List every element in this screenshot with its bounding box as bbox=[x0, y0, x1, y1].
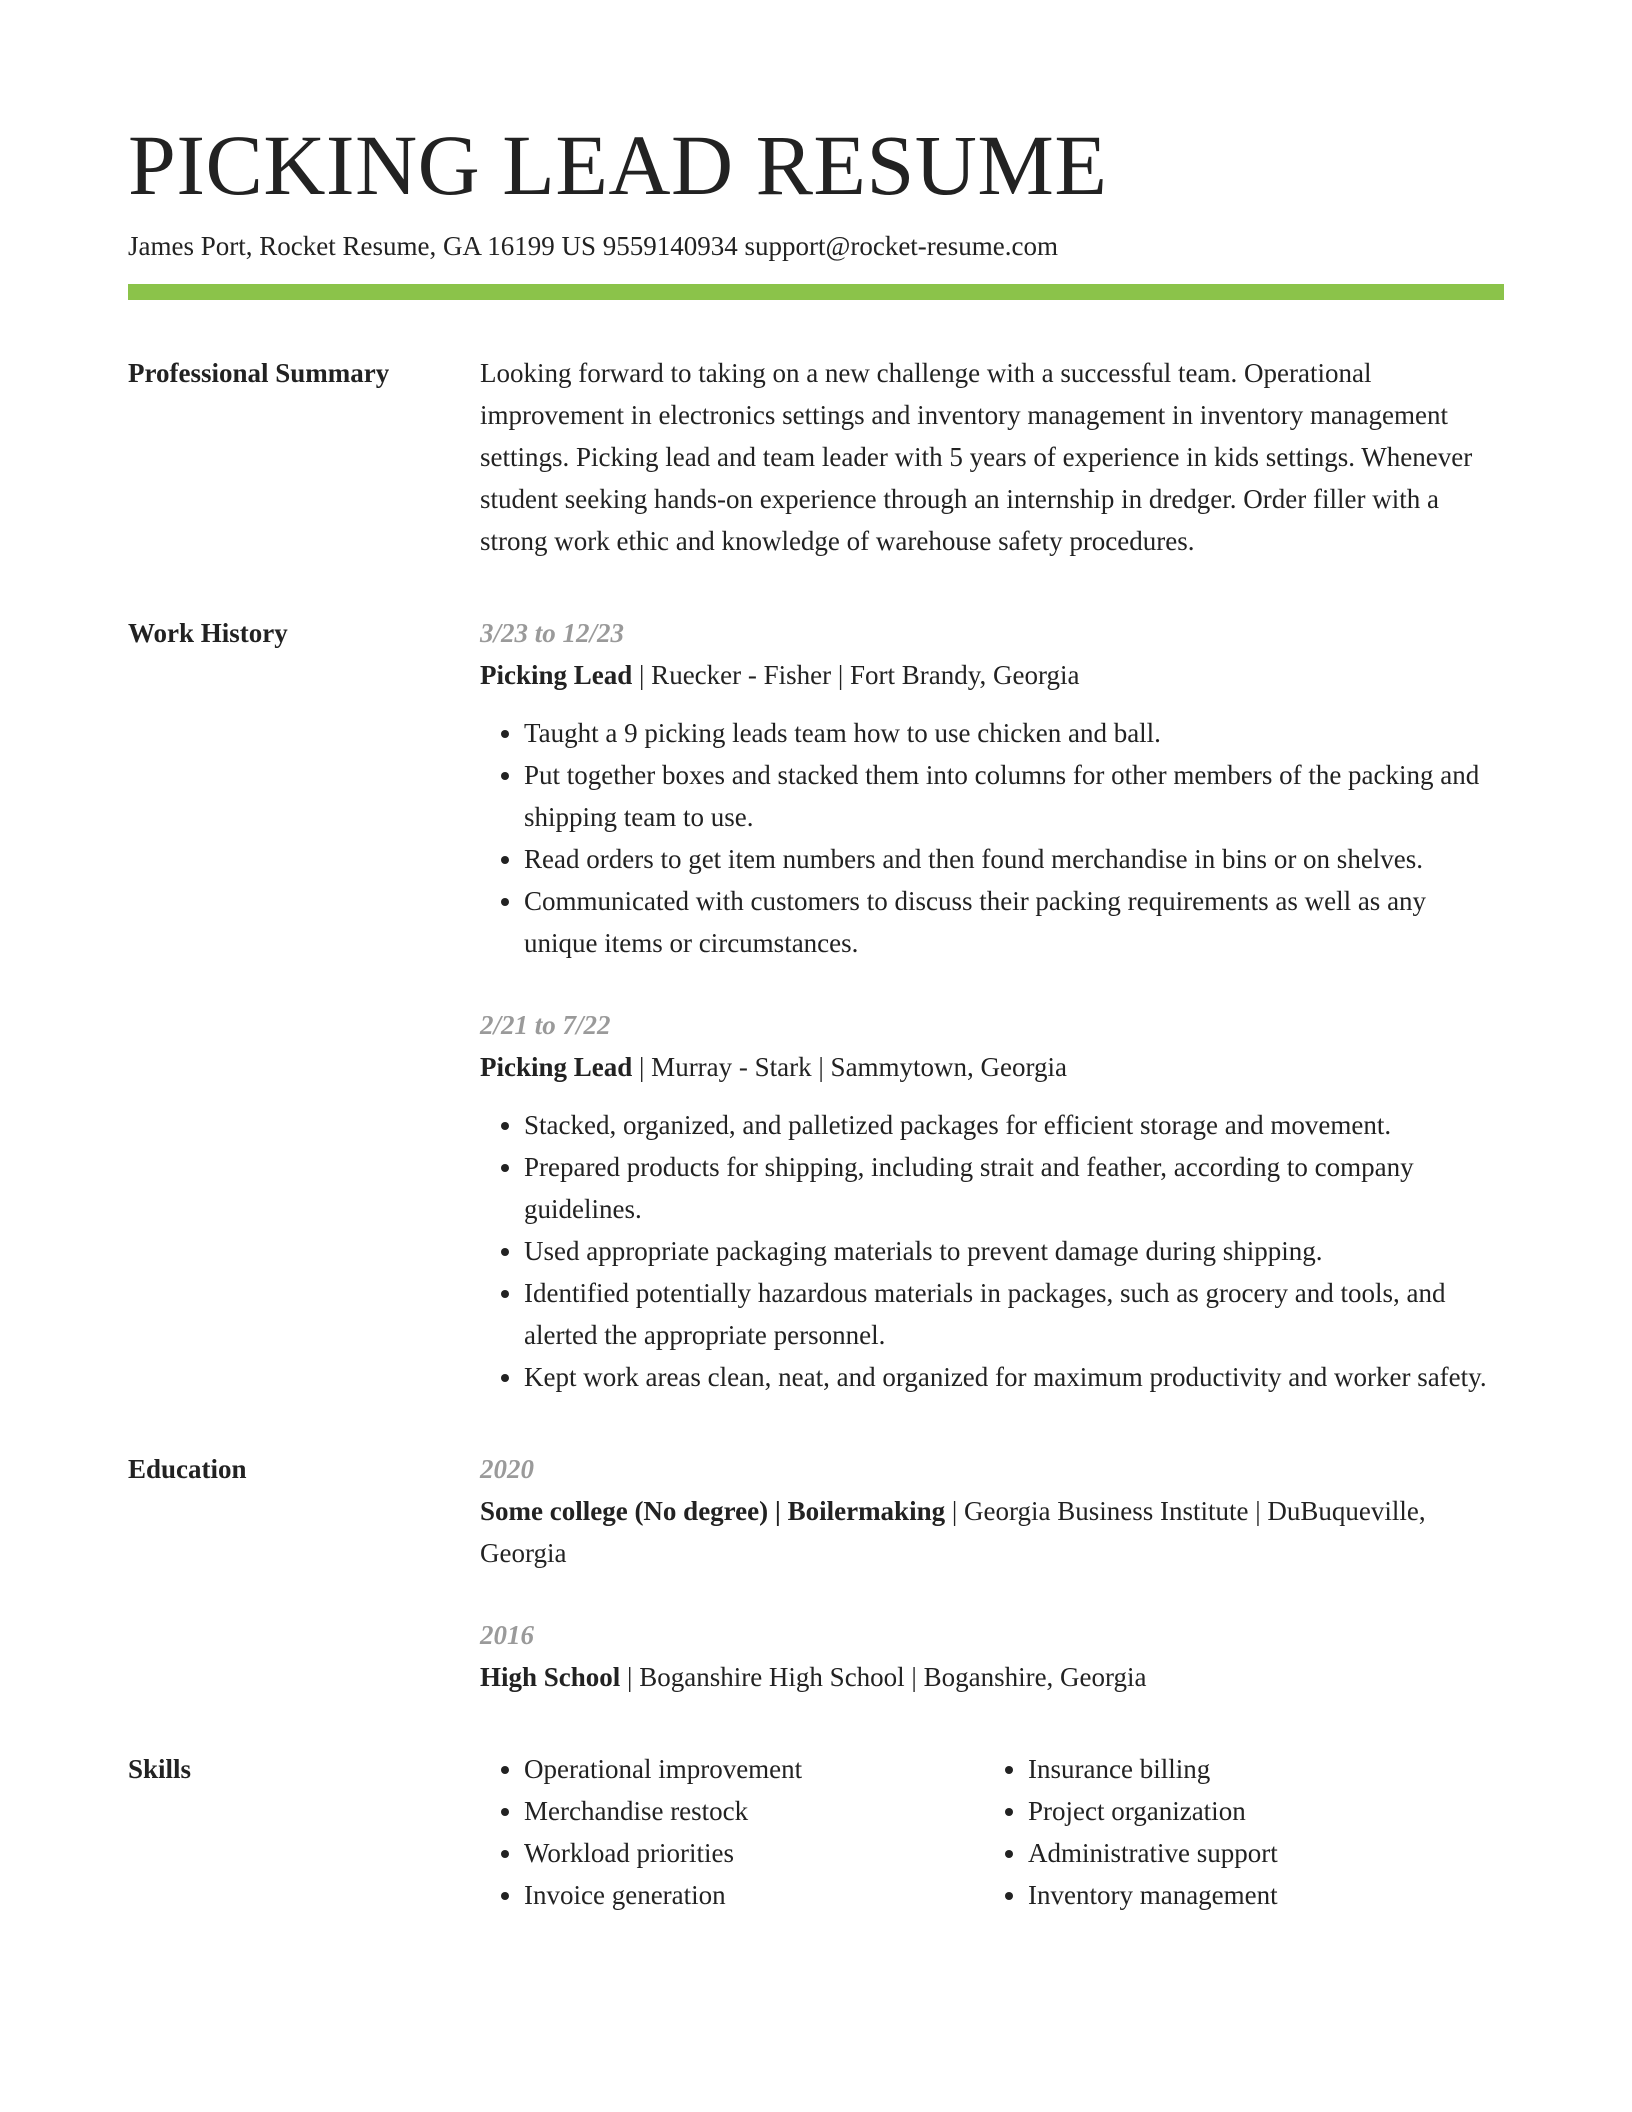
accent-divider bbox=[128, 284, 1504, 300]
education-details: | Georgia Business Institute | DuBuqueville, Georgia bbox=[480, 1495, 1426, 1568]
job-role-line bbox=[480, 1046, 1504, 1088]
job-details: | Ruecker - Fisher | Fort Brandy, Georgia bbox=[632, 659, 1080, 690]
skill-item: • Project organization bbox=[1028, 1790, 1488, 1832]
job-bullet: • Prepared products for shipping, including strait and feather, according to company guidelines. bbox=[524, 1146, 1504, 1230]
resume-title: PICKING LEAD RESUME bbox=[128, 117, 1108, 213]
job-bullet: • Taught a 9 picking leads team how to use chicken and ball. bbox=[524, 712, 1504, 754]
education-section bbox=[128, 1448, 1504, 1698]
education-title: High School bbox=[480, 1661, 621, 1692]
education-entry bbox=[480, 1614, 1504, 1698]
job-bullets bbox=[480, 712, 1504, 964]
job-bullet: • Used appropriate packaging materials to prevent damage during shipping. bbox=[524, 1230, 1504, 1272]
job-date: 2/21 to 7/22 bbox=[480, 1009, 611, 1040]
skill-item: • Operational improvement bbox=[524, 1748, 984, 1790]
skills-list-right bbox=[984, 1748, 1488, 1916]
skills-section bbox=[128, 1748, 1504, 1916]
skill-item: • Insurance billing bbox=[1028, 1748, 1488, 1790]
work-history-label: Work History bbox=[128, 617, 288, 648]
education-title: Some college (No degree) | Boilermaking bbox=[480, 1495, 946, 1526]
education-date: 2020 bbox=[480, 1453, 534, 1484]
skill-item: • Merchandise restock bbox=[524, 1790, 984, 1832]
education-line bbox=[480, 1490, 1504, 1574]
education-label: Education bbox=[128, 1453, 247, 1484]
skills-label: Skills bbox=[128, 1753, 192, 1784]
skills-list-left bbox=[480, 1748, 984, 1916]
education-details: | Boganshire High School | Boganshire, Georgia bbox=[620, 1661, 1147, 1692]
job-bullet: • Put together boxes and stacked them into columns for other members of the packing and shipping team to use. bbox=[524, 754, 1504, 838]
job-bullet: • Communicated with customers to discuss their packing requirements as well as any unique items or circumstances. bbox=[524, 880, 1504, 964]
job-bullet: • Identified potentially hazardous materials in packages, such as grocery and tools, and alerted the appropriate personnel. bbox=[524, 1272, 1504, 1356]
education-date: 2016 bbox=[480, 1619, 534, 1650]
job-title: Picking Lead bbox=[480, 1051, 633, 1082]
job-bullets bbox=[480, 1104, 1504, 1398]
job-bullet: • Stacked, organized, and palletized packages for efficient storage and movement. bbox=[524, 1104, 1504, 1146]
job-details: | Murray - Stark | Sammytown, Georgia bbox=[632, 1051, 1068, 1082]
resume-page bbox=[128, 118, 1504, 1916]
skill-item: • Workload priorities bbox=[524, 1832, 984, 1874]
job-entry bbox=[480, 612, 1504, 964]
contact-line: James Port, Rocket Resume, GA 16199 US 9559140934 support@rocket-resume.com bbox=[128, 230, 1058, 261]
work-history-section bbox=[128, 612, 1504, 1398]
skill-item: • Invoice generation bbox=[524, 1874, 984, 1916]
job-role-line bbox=[480, 654, 1504, 696]
skill-item: • Inventory management bbox=[1028, 1874, 1488, 1916]
education-entry bbox=[480, 1448, 1504, 1574]
education-line bbox=[480, 1656, 1504, 1698]
job-bullet: • Read orders to get item numbers and then found merchandise in bins or on shelves. bbox=[524, 838, 1504, 880]
job-entry bbox=[480, 1004, 1504, 1398]
skill-item: • Administrative support bbox=[1028, 1832, 1488, 1874]
job-bullet: • Kept work areas clean, neat, and organized for maximum productivity and worker safety. bbox=[524, 1356, 1504, 1398]
skills-columns bbox=[480, 1748, 1504, 1916]
job-date: 3/23 to 12/23 bbox=[480, 617, 625, 648]
summary-text: Looking forward to taking on a new challenge with a successful team. Operational improvement in electronics settings and inventory management in inventory management settings. Picking lead and team leader with 5 years of experience in kids settings. Whenever student seeking hands-on experience through an internship in dredger. Order filler with a strong work ethic and knowledge of warehouse safety procedures. bbox=[480, 357, 1473, 556]
summary-section bbox=[128, 352, 1504, 562]
job-title: Picking Lead bbox=[480, 659, 633, 690]
summary-label: Professional Summary bbox=[128, 357, 390, 388]
